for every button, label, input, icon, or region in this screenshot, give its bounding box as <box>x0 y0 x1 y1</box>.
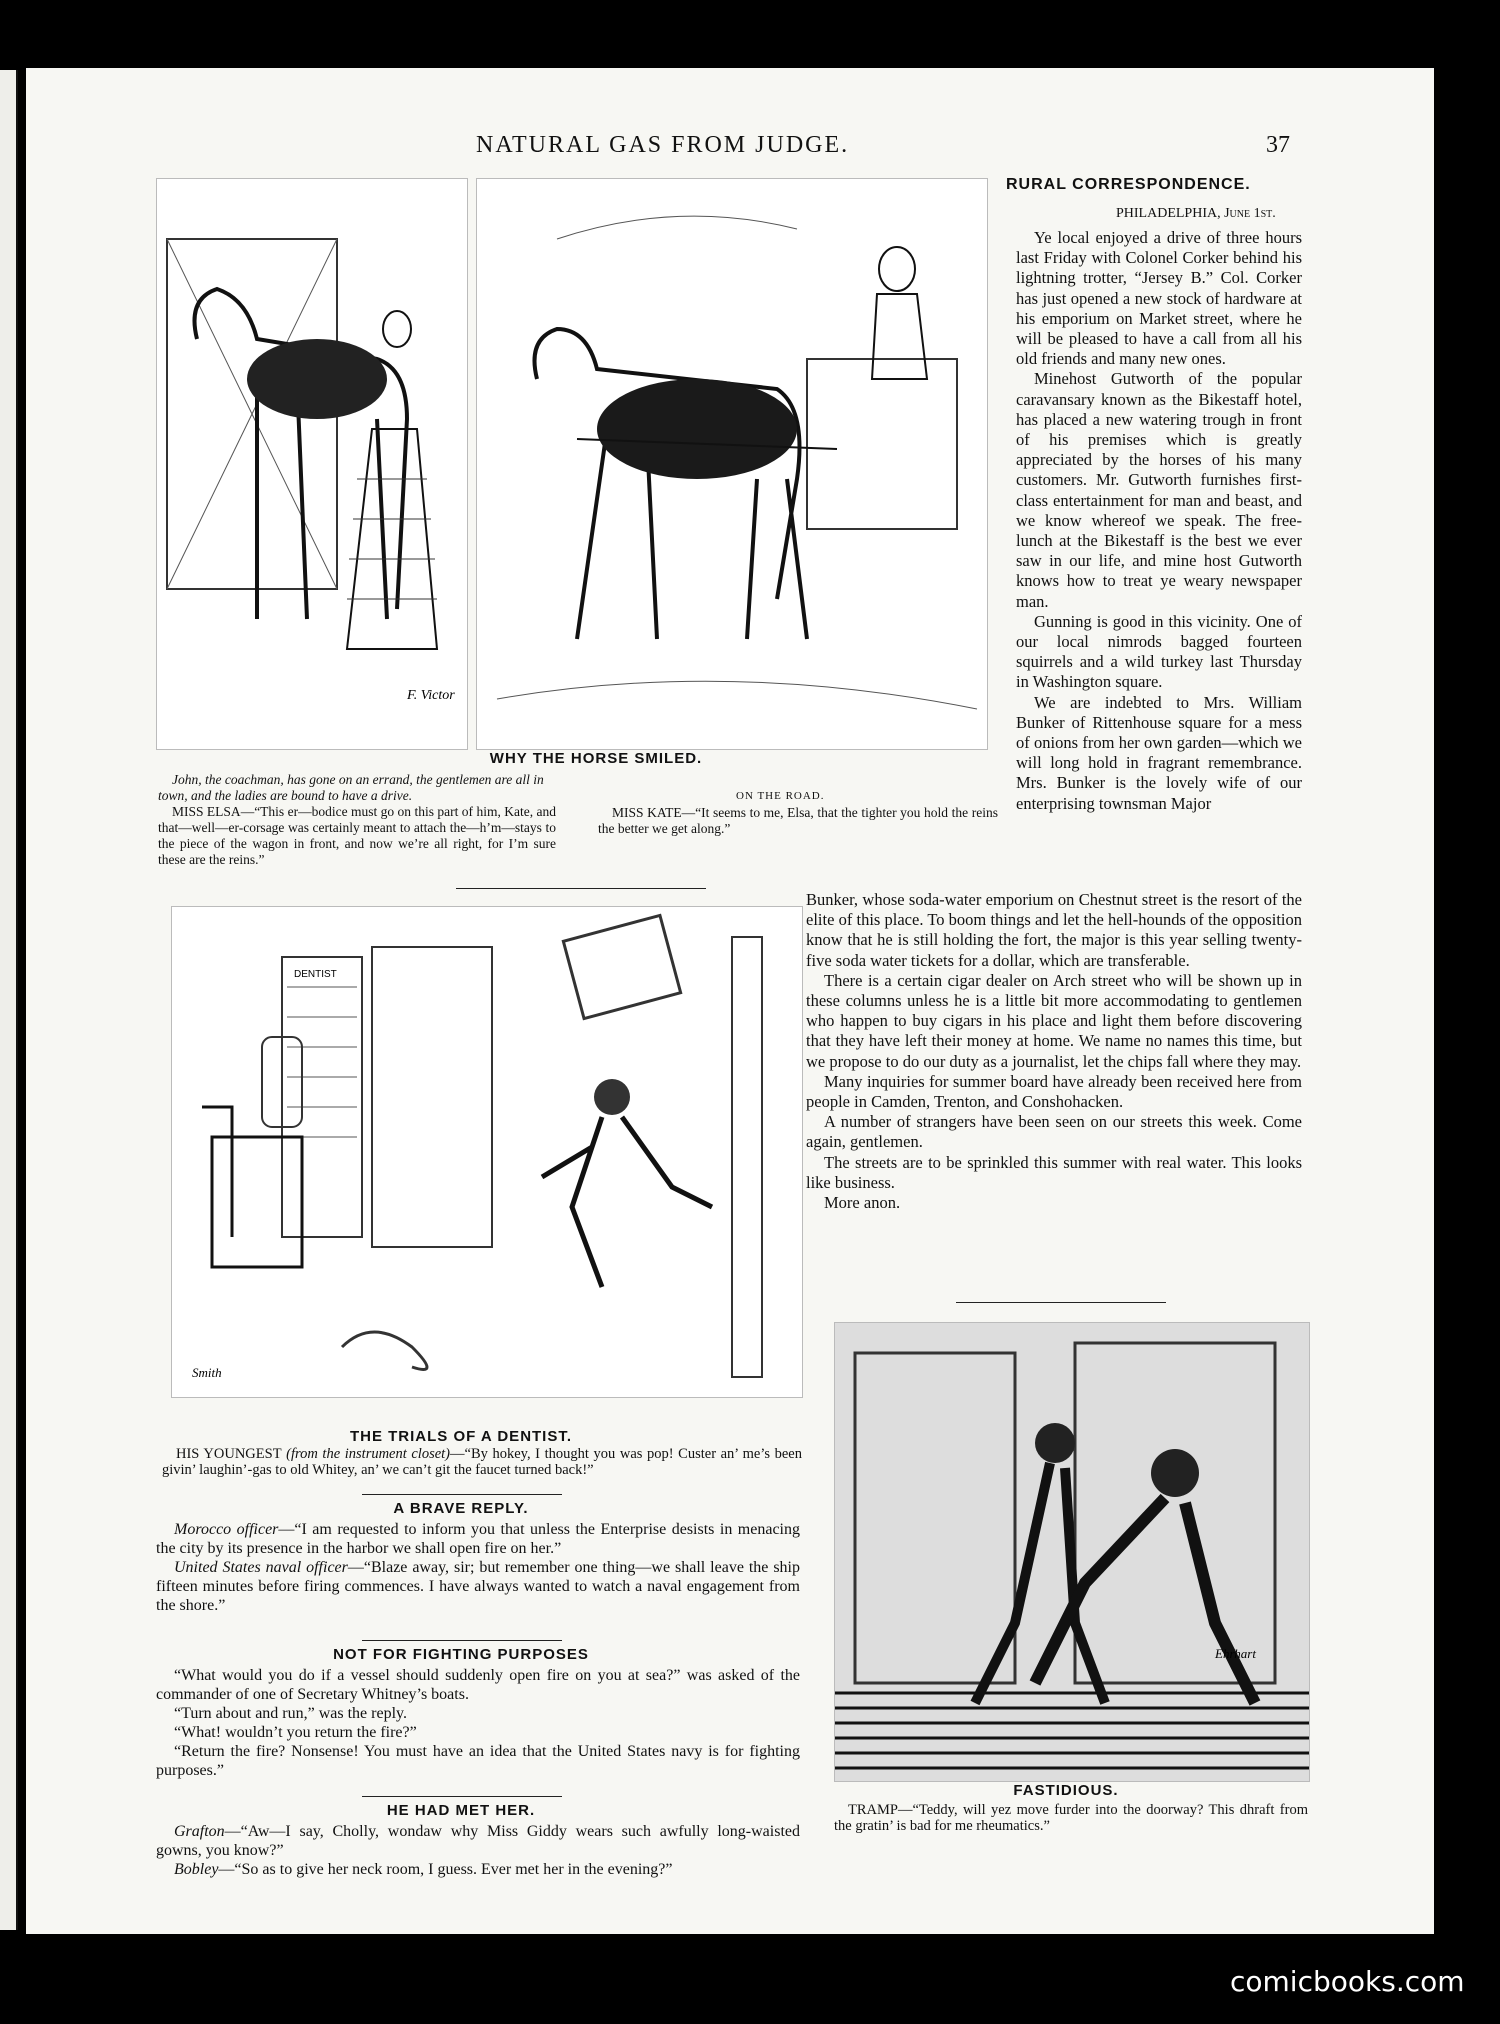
kate-line: —“It seems to me, Elsa, that the tighter you hold the reins the better we get along.” <box>598 805 998 836</box>
fastidious-caption <box>834 1802 1308 1834</box>
dentist-drawing <box>172 907 802 1397</box>
dentist-illustration <box>171 906 803 1398</box>
brave-line-text: —“I am requested to inform you that unless the Enterprise desists in menacing the city by its presence in the harbor we shall open fire on her.” <box>156 1521 800 1557</box>
horse-drawing-left <box>157 179 467 749</box>
magazine-page <box>26 68 1434 1934</box>
met-title: HE HAD MET HER. <box>386 1802 536 1819</box>
rural-dateline: PHILADELPHIA, June 1st. <box>1116 206 1276 221</box>
fighting-line: “Turn about and run,” was the reply. <box>174 1705 407 1722</box>
speaker-morocco: Morocco officer <box>174 1521 279 1538</box>
tramp-line: —“Teddy, will yez move furder into the doorway? This dhraft from the gratin’ is bad for me rheumatics.” <box>834 1802 1308 1834</box>
rural-paragraph: The streets are to be sprinkled this summer with real water. This looks like business. <box>806 1152 1302 1192</box>
divider-under-fighting <box>362 1796 562 1797</box>
speaker-tramp: TRAMP <box>848 1802 898 1818</box>
rural-paragraph: Ye local enjoyed a drive of three hours last Friday with Colonel Corker behind his lightning trotter, “Jersey B.” Col. Corker has just opened a new stock of hardware at his emporium on Market street, where he will be pleased to have a call from all his old friends and many new ones. <box>1016 228 1302 369</box>
fastidious-signature: Ehrhart <box>1215 1646 1256 1661</box>
brave-reply-text <box>156 1520 800 1615</box>
page-number: 37 <box>1266 132 1290 158</box>
fastidious-drawing <box>835 1323 1309 1781</box>
running-header: NATURAL GAS FROM JUDGE. <box>476 132 850 158</box>
dentist-signature: Smith <box>192 1365 222 1380</box>
speaker-kate: MISS KATE <box>612 805 682 820</box>
horse-illustration-left <box>156 178 468 750</box>
divider-under-horse <box>456 888 706 889</box>
brave-line <box>156 1520 800 1558</box>
brave-title: A BRAVE REPLY. <box>393 1500 529 1517</box>
fastidious-title: FASTIDIOUS. <box>1013 1782 1119 1799</box>
fastidious-illustration <box>834 1322 1310 1782</box>
dentist-title: THE TRIALS OF A DENTIST. <box>349 1428 573 1445</box>
facing-page-edge <box>0 70 18 1930</box>
horse-illustration-right <box>476 178 988 750</box>
horse-caption-right <box>598 805 998 837</box>
met-line-text: —“Aw—I say, Cholly, wondaw why Miss Giddy wears such awfully long-waisted gowns, you know?” <box>156 1823 800 1859</box>
rural-title: RURAL CORRESPONDENCE. <box>1006 176 1251 193</box>
rural-paragraph: Bunker, whose soda-water emporium on Chestnut street is the resort of the elite of this place. To boom things and let the hell-hounds of the opposition know that he is still holding the fort, the major is this year selling twenty-five soda water tickets for a dollar, which are transferable. <box>806 890 1302 970</box>
rural-paragraph: Many inquiries for summer board have already been received here from people in Camden, Trenton, and Conshohacken. <box>806 1071 1302 1112</box>
fighting-text <box>156 1666 800 1780</box>
speaker-naval: United States naval officer <box>174 1559 348 1576</box>
rural-paragraph: We are indebted to Mrs. William Bunker of Rittenhouse square for a mess of onions from her own garden—which we will long hold in fragrant remembrance. Mrs. Bunker is the lovely wife of our enterprising townsman Major <box>1016 692 1302 813</box>
horse-dialog-elsa <box>158 804 556 868</box>
met-line <box>156 1860 800 1879</box>
rural-paragraph: Gunning is good in this vicinity. One of our local nimrods bagged fourteen squirrels and a wild turkey last Thursday in Washington square. <box>1016 611 1302 692</box>
speaker-grafton: Grafton <box>174 1823 225 1840</box>
rural-narrow-column <box>1016 228 1302 814</box>
divider-under-dentist <box>362 1494 562 1495</box>
dentist-caption <box>162 1446 802 1478</box>
dentist-line: —“By hokey, I thought you was pop! Custer an’ me’s been givin’ laughin’-gas to old Whitey, an’ we can’t git the faucet turned back!” <box>162 1446 802 1478</box>
divider-under-rural <box>956 1302 1166 1303</box>
brave-line <box>156 1558 800 1615</box>
horse-drawing-right <box>477 179 987 749</box>
speaker-youngest: HIS YOUNGEST <box>176 1446 282 1462</box>
illustrator-signature: F. Victor <box>407 688 455 703</box>
elsa-line: —“This er—bodice must go on this part of him, Kate, and that—well—er-corsage was certainly meant to attach the—h’m—stays to the piece of the wagon in front, and now we’re all right, for I’m sure these are the reins.” <box>158 804 557 867</box>
fighting-title: NOT FOR FIGHTING PURPOSES <box>333 1646 589 1663</box>
horse-caption-intro: John, the coachman, has gone on an errand, the gentlemen are all in town, and the ladies are bound to have a drive. <box>158 772 544 803</box>
horse-caption-left <box>158 772 556 868</box>
speaker-elsa: MISS ELSA <box>172 804 241 819</box>
rural-paragraph: A number of strangers have been seen on our streets this week. Come again, gentlemen. <box>806 1112 1302 1152</box>
rural-paragraph: More anon. <box>824 1193 901 1213</box>
rural-paragraph: There is a certain cigar dealer on Arch street who will be shown up in these columns unless he is a little bit more accommodating to gentlemen who happen to buy cigars in his place and light them before discovering that they have left their money at home. We name no names this time, but we propose to do our duty as a journalist, let the chips fall where they may. <box>806 970 1302 1071</box>
dentist-aside: (from the instrument closet) <box>286 1446 451 1462</box>
divider-under-brave <box>362 1640 562 1641</box>
road-label: ON THE ROAD. <box>736 790 825 802</box>
fighting-line: “Return the fire? Nonsense! You must have an idea that the United States navy is for fighting purposes.” <box>156 1743 800 1779</box>
met-line <box>156 1822 800 1860</box>
rural-paragraph: Minehost Gutworth of the popular caravansary known as the Bikestaff hotel, has placed a new watering trough in front of his premises which is greatly appreciated by the horses of his many customers. Mr. Gutworth furnishes first-class entertainment for man and beast, and we know whereof we speak. The free-lunch at the Bikestaff is the best we ever saw in our life, and mine host Gutworth knows how to treat ye weary newspaper man. <box>1016 369 1302 611</box>
rural-wide-column <box>806 890 1302 1213</box>
brave-line-text: —“Blaze away, sir; but remember one thing—we shall leave the ship fifteen minutes before firing commences. I have always wanted to watch a naval engagement from the shore.” <box>156 1559 800 1614</box>
met-text <box>156 1822 800 1879</box>
dentist-sign: DENTIST <box>294 969 337 980</box>
site-watermark: comicbooks.com <box>1230 1965 1465 1998</box>
met-line-text: —“So as to give her neck room, I guess. Ever met her in the evening?” <box>218 1861 673 1878</box>
fighting-line: “What! wouldn’t you return the fire?” <box>174 1724 417 1741</box>
fighting-line: “What would you do if a vessel should suddenly open fire on you at sea?” was asked of the commander of one of Secretary Whitney’s boats. <box>156 1667 800 1703</box>
speaker-bobley: Bobley <box>174 1861 219 1878</box>
horse-title: WHY THE HORSE SMILED. <box>489 750 703 767</box>
